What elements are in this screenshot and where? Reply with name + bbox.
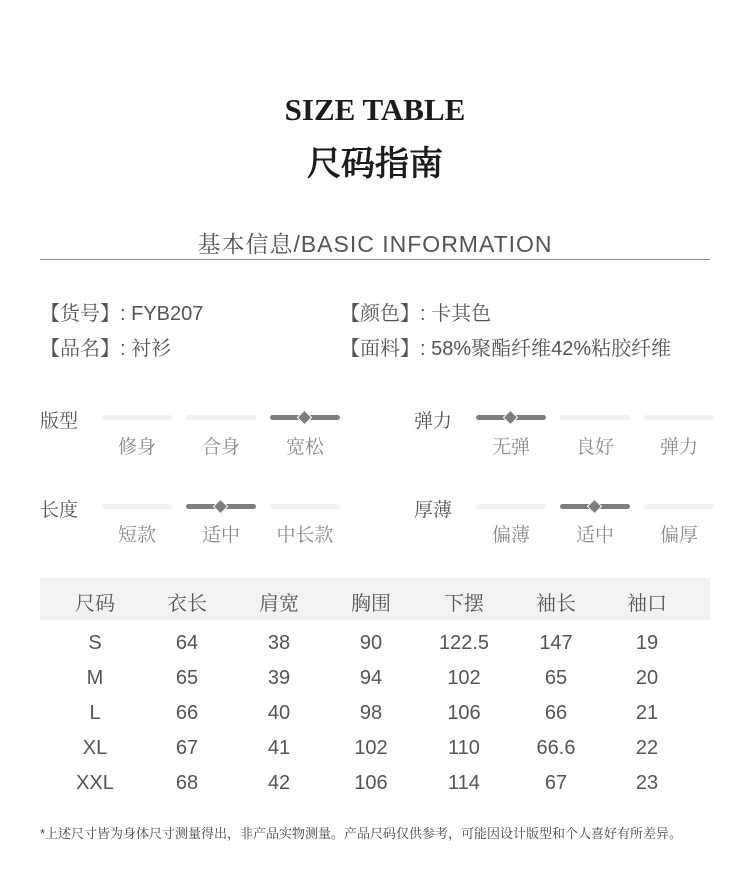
table-cell: 114: [448, 772, 480, 794]
table-cell: 102: [447, 667, 481, 689]
table-cell: 22: [635, 737, 659, 759]
selected-marker: [213, 499, 229, 515]
attr-option: 合身: [201, 437, 240, 458]
selected-marker: [297, 410, 313, 426]
table-cell: 102: [354, 737, 388, 759]
table-cell: 67: [175, 737, 199, 759]
attr-option: 弹力: [659, 437, 698, 458]
basic-info-section-title: 基本信息/BASIC INFORMATION: [197, 231, 553, 257]
table-cell: 20: [635, 667, 659, 689]
attr-track: [644, 415, 714, 420]
table-header-cell: 袖长: [536, 593, 576, 615]
table-header-cell: 肩宽: [259, 593, 299, 615]
table-cell: 66: [544, 702, 568, 724]
attr-option: 短款: [117, 525, 156, 546]
table-cell: 65: [175, 667, 199, 689]
table-cell: 122.5: [438, 632, 490, 654]
table-cell: 66: [175, 702, 199, 724]
table-cell: 98: [359, 702, 383, 724]
table-header-cell: 袖口: [627, 593, 667, 615]
title-en: SIZE TABLE: [284, 92, 466, 127]
table-cell: 66.6: [536, 737, 576, 759]
footnote: *上述尺寸皆为身体尺寸测量得出，非产品实物测量。产品尺码仅供参考，可能因设计版型和个人喜好有所差异。: [40, 826, 683, 841]
attr-option: 修身: [117, 437, 156, 458]
table-cell: L: [89, 702, 101, 724]
attr-track: [186, 415, 256, 420]
title-cn: 尺码指南: [307, 144, 443, 184]
table-header-cell: 衣长: [167, 593, 207, 615]
info-fabric: 【面料】: 58%聚酯纤维42%粘胶纤维: [340, 338, 672, 360]
table-cell: 19: [635, 632, 659, 654]
attr-label: 弹力: [414, 411, 453, 432]
attr-track: [186, 504, 256, 509]
table-cell: 68: [175, 772, 199, 794]
attr-option: 偏厚: [659, 525, 698, 546]
table-cell: 21: [635, 702, 659, 724]
table-cell: 65: [544, 667, 568, 689]
attr-option: 无弹: [491, 437, 530, 458]
selected-marker: [587, 499, 603, 515]
table-header-cell: 尺码: [75, 593, 115, 615]
table-cell: 40: [267, 702, 291, 724]
table-cell: 106: [447, 702, 481, 724]
attr-track: [102, 415, 172, 420]
table-cell: 90: [359, 632, 383, 654]
attr-option: 适中: [201, 525, 240, 546]
attr-option: 适中: [575, 525, 614, 546]
section-divider: [40, 259, 710, 260]
table-cell: 94: [359, 667, 383, 689]
table-cell: 23: [635, 772, 659, 794]
table-header-cell: 下摆: [444, 593, 484, 615]
attr-track: [270, 415, 340, 420]
table-cell: 38: [267, 632, 291, 654]
table-cell: 64: [175, 632, 199, 654]
attr-track: [102, 504, 172, 509]
table-cell: 106: [354, 772, 388, 794]
attr-label: 长度: [40, 500, 79, 521]
table-header-cell: 胸围: [351, 593, 391, 615]
attr-track: [560, 504, 630, 509]
table-cell: 42: [267, 772, 291, 794]
attr-option: 宽松: [285, 437, 324, 458]
table-cell: 147: [539, 632, 573, 654]
attr-track: [270, 504, 340, 509]
info-sku: 【货号】: FYB207: [40, 303, 204, 325]
attr-option: 中长款: [276, 525, 334, 546]
table-cell: 39: [267, 667, 291, 689]
info-color: 【颜色】: 卡其色: [340, 303, 492, 325]
table-cell: XL: [82, 737, 108, 759]
selected-marker: [503, 410, 519, 426]
attr-track: [644, 504, 714, 509]
attr-label: 版型: [40, 411, 79, 432]
attr-option: 偏薄: [491, 525, 530, 546]
attr-track: [476, 504, 546, 509]
attr-track: [476, 415, 546, 420]
table-cell: 41: [267, 737, 291, 759]
attr-label: 厚薄: [414, 500, 453, 521]
table-cell: S: [88, 632, 102, 654]
table-cell: 67: [544, 772, 568, 794]
table-cell: XXL: [76, 772, 114, 794]
table-cell: M: [86, 667, 104, 689]
attr-option: 良好: [575, 437, 614, 458]
info-name: 【品名】: 衬衫: [40, 338, 172, 360]
attr-track: [560, 415, 630, 420]
table-cell: 110: [448, 737, 480, 759]
